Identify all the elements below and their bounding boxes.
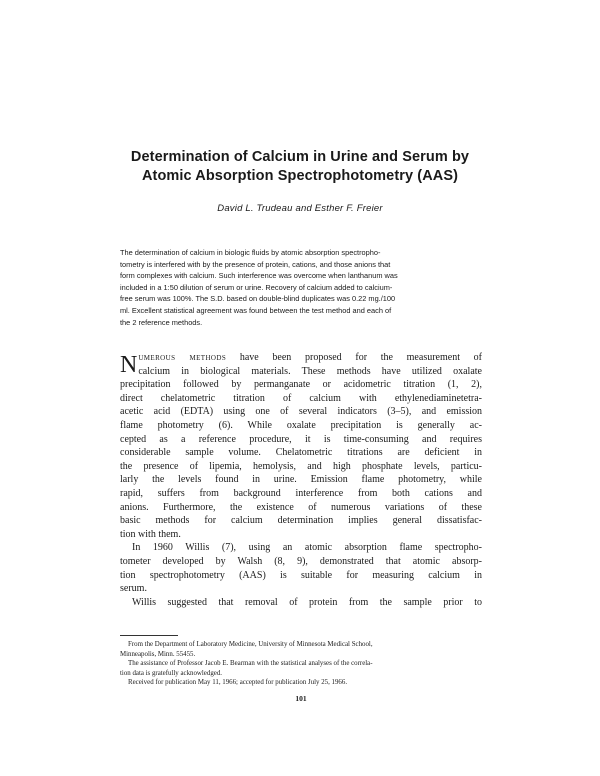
body-line: cepted as a reference procedure, it is time-consuming and requires xyxy=(120,433,482,445)
page-number: 101 xyxy=(295,694,307,703)
body-line: flame photometry (6). While oxalate precipitation is generally ac- xyxy=(120,419,482,431)
body-line: larly the levels found in urine. Emission flame photometry, while xyxy=(120,474,482,486)
drop-cap: N xyxy=(120,352,138,378)
first-line-rest: have been proposed for the measurement of xyxy=(226,352,482,363)
body-line: direct chelatometric titration of calcium with ethylenediaminetetra- xyxy=(120,392,482,404)
title-line-2: Atomic Absorption Spectrophotometry (AAS) xyxy=(141,168,459,184)
para3-line: Willis suggested that removal of protein from the sample prior to xyxy=(132,596,482,608)
first-word-small-caps: umerous methods xyxy=(138,352,227,363)
footnote-line: Minneapolis, Minn. 55455. xyxy=(120,650,196,658)
footnote-line: tion data is gratefully acknowledged. xyxy=(120,669,222,677)
para2-line: In 1960 Willis (7), using an atomic absorption flame spectropho- xyxy=(132,542,482,554)
body-line: calcium in biological materials. These methods have utilized oxalate xyxy=(138,365,482,377)
para2-line: serum. xyxy=(120,583,147,595)
body-line: precipitation followed by permanganate or acidometric titration (1, 2), xyxy=(120,379,482,391)
abstract-line: included in a 1:50 dilution of serum or urine. Recovery of calcium added to calcium- xyxy=(120,282,393,292)
title-line-1: Determination of Calcium in Urine and Serum by xyxy=(130,149,470,165)
body-line: tion with them. xyxy=(120,528,181,540)
body-line: basic methods for calcium determination implies general dissatisfac- xyxy=(120,515,482,527)
body-line: considerable sample volume. Chelatometric titrations are deficient in xyxy=(120,447,482,459)
footnotes xyxy=(120,640,482,688)
authors: David L. Trudeau and Esther F. Freier xyxy=(217,203,383,214)
footnote-rule xyxy=(120,635,178,636)
body-line: the presence of lipemia, hemolysis, and high phosphate levels, particu- xyxy=(120,460,482,472)
footnote-line: The assistance of Professor Jacob E. Bearman with the statistical analyses of the correla- xyxy=(128,660,373,668)
abstract-line: free serum was 100%. The S.D. based on double-blind duplicates was 0.22 mg./100 xyxy=(120,294,396,304)
para2-line: tion spectrophotometry (AAS) is suitable for measuring calcium in xyxy=(120,569,482,581)
article-title xyxy=(60,148,540,186)
abstract xyxy=(120,247,482,328)
footnote-line: From the Department of Laboratory Medicine, University of Minnesota Medical School, xyxy=(128,641,373,648)
abstract-line: form complexes with calcium. Such interference was overcome when lanthanum was xyxy=(120,271,398,281)
body-line: acetic acid (EDTA) using one of several indicators (3–5), and emission xyxy=(120,406,482,418)
abstract-line: ml. Excellent statistical agreement was found between the test method and each of xyxy=(120,305,392,315)
abstract-line: tometry is interfered with by the presence of protein, cations, and those anions that xyxy=(120,259,391,269)
abstract-line: the 2 reference methods. xyxy=(120,317,203,327)
footnote-line: Received for publication May 11, 1966; accepted for publication July 25, 1966. xyxy=(128,679,348,687)
body-text xyxy=(120,351,482,609)
abstract-line: The determination of calcium in biologic fluids by atomic absorption spectropho- xyxy=(120,248,381,257)
para2-line: tometer developed by Walsh (8, 9), demonstrated that atomic absorp- xyxy=(120,555,482,567)
body-line-first xyxy=(138,351,482,365)
body-line: rapid, suffers from background interference from both cations and xyxy=(120,487,482,499)
body-line: anions. Furthermore, the existence of numerous variations of these xyxy=(120,501,482,513)
